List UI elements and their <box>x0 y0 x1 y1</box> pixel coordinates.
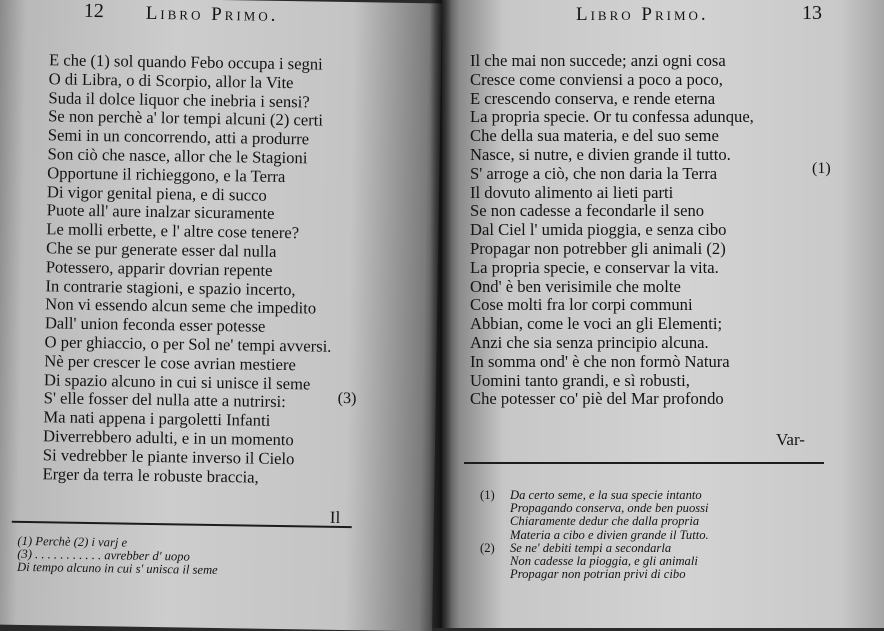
right-verse-line: Uomini tanto grandi, e sì robusti, <box>470 370 690 390</box>
book-gutter <box>430 0 452 628</box>
right-verse-line: La propria specie, e conservar la vita. <box>470 257 719 277</box>
left-margin-note: (3) <box>337 389 357 408</box>
left-verse-line: In contrarie stagioni, e spazio incerto, <box>45 275 296 299</box>
left-verse-line: Diverrebbero adulti, e in un momento <box>42 426 294 450</box>
right-verse-line: La propria specie. Or tu confessa adunque, <box>470 107 754 127</box>
left-verse-line: Suda il dolce liquor che inebria i sensi? <box>48 87 310 111</box>
left-verse-line: (1) Perchè (2) i varj e <box>17 533 128 550</box>
left-page-number: 12 <box>83 0 104 23</box>
left-verse-line: Nè per crescer le cose avrian mestiere <box>44 351 296 374</box>
left-verse-line: Di spazio alcuno in cui si unisce il seme <box>43 369 311 393</box>
right-verse-line: E crescendo conserva, e rende eterna <box>470 88 716 108</box>
right-verse-line: Che potesser co' piè del Mar profondo <box>470 389 724 409</box>
right-footnote-text: Chiaramente dedur che dalla propria <box>510 514 700 529</box>
left-verse-line: (3) . . . . . . . . . . . avrebber d' uopo <box>17 547 190 564</box>
left-verse-line: Che se pur generate esser dal nulla <box>45 238 277 261</box>
right-verse-line: Se non cadesse a fecondarle il seno <box>470 201 705 221</box>
left-verse-line: E che (1) sol quando Febo occupa i segni <box>48 50 323 74</box>
left-verse-line: Di tempo alcuno in cui s' unisca il seme <box>16 560 218 578</box>
right-verse-line: In somma ond' è che non formò Natura <box>470 351 730 371</box>
right-verse-line: Propagar non potrebber gli animali (2) <box>470 238 726 258</box>
left-verse-line: Erger da terra le robuste braccia, <box>42 463 259 487</box>
right-footnote-text: Materia a cibo e divien grande il Tutto. <box>510 527 709 542</box>
right-page <box>442 0 884 628</box>
left-verse-line: Se non perchè a' lor tempi alcuni (2) certi <box>48 106 324 131</box>
right-verse-line: Nasce, si nutre, e divien grande il tutto. <box>470 144 731 164</box>
right-verse-line: Che della sua materia, e del suo seme <box>470 126 719 146</box>
left-verse-line: Le molli erbette, e l' altre cose tenere? <box>46 219 300 243</box>
left-verse-line: Potessero, apparir dovrian repente <box>45 257 273 280</box>
right-verse-line: Cose molti fra lor corpi communi <box>470 295 693 315</box>
right-verse-line: Cresce come conviensi a poco a poco, <box>470 69 723 89</box>
left-verse-line: Si vedrebber le piante inverso il Cielo <box>42 444 295 468</box>
left-verse-line: Ma nati appena i pargoletti Infanti <box>43 407 271 430</box>
right-footnote-rule <box>464 462 824 464</box>
right-footnote-line <box>480 568 709 581</box>
right-running-header: Libro Primo. <box>576 4 709 25</box>
right-catchword: Var- <box>776 430 805 449</box>
right-footnote-text: Da certo seme, e la sua specie intanto <box>510 488 702 502</box>
left-running-header: Libro Primo. <box>145 2 279 26</box>
right-verse-line: Anzi che sia senza principio alcuna. <box>470 332 709 352</box>
right-footnote-text: Non cadesse la pioggia, e gli animali <box>510 553 698 568</box>
right-verse-line: Abbian, come le voci an gli Elementi; <box>470 314 723 334</box>
right-verse-line: Dal Ciel l' umida pioggia, e senza cibo <box>470 220 727 240</box>
right-footnote-label: (2) <box>480 540 495 555</box>
right-page-number: 13 <box>802 2 822 24</box>
left-verse-line: S' elle fosser del nulla atte a nutrirsi: <box>43 388 287 412</box>
right-verse-line: Ond' è ben verisimile che molte <box>470 276 681 296</box>
left-catchword: Il <box>329 507 341 527</box>
left-verse-line: Puote all' aure inalzar sicuramente <box>46 200 275 224</box>
left-verse-line: Di vigor genital piena, e di succo <box>46 181 267 205</box>
right-verse-block <box>470 52 754 409</box>
left-verse-line: O di Libra, o di Scorpio, allor la Vite <box>48 69 294 92</box>
right-verse-line: S' arroge a ciò, che non daria la Terra <box>470 163 718 183</box>
left-verse-block <box>42 51 336 488</box>
right-footnote-text: Propagar non potrian privi di cibo <box>510 567 686 582</box>
left-footnote-rule <box>12 521 352 528</box>
right-verse-line: Il che mai non succede; anzi ogni cosa <box>470 51 726 70</box>
left-verse-line: Son ciò che nasce, allor che le Stagioni <box>47 144 308 168</box>
right-verse-line: Il dovuto alimento ai lieti parti <box>470 182 674 202</box>
left-verse-line: Non vi essendo alcun seme che impedito <box>45 294 317 318</box>
right-footnote-text: Se ne' debiti tempi a secondarla <box>510 540 672 555</box>
left-verse-line: Semi in un concorrendo, atti a produrre <box>47 125 310 149</box>
right-footnotes <box>480 489 709 581</box>
left-verse-line: Dall' union feconda esser potesse <box>44 313 266 336</box>
right-margin-note: (1) <box>812 160 831 177</box>
left-verse-line: O per ghiaccio, o per Sol ne' tempi avversi. <box>44 332 332 356</box>
left-verse-line: Opportune il richieggono, e la Terra <box>47 163 286 186</box>
right-footnote-label: (1) <box>480 488 495 502</box>
left-footnotes <box>17 535 218 578</box>
right-footnote-text: Propagando conserva, onde ben puossi <box>510 501 709 516</box>
